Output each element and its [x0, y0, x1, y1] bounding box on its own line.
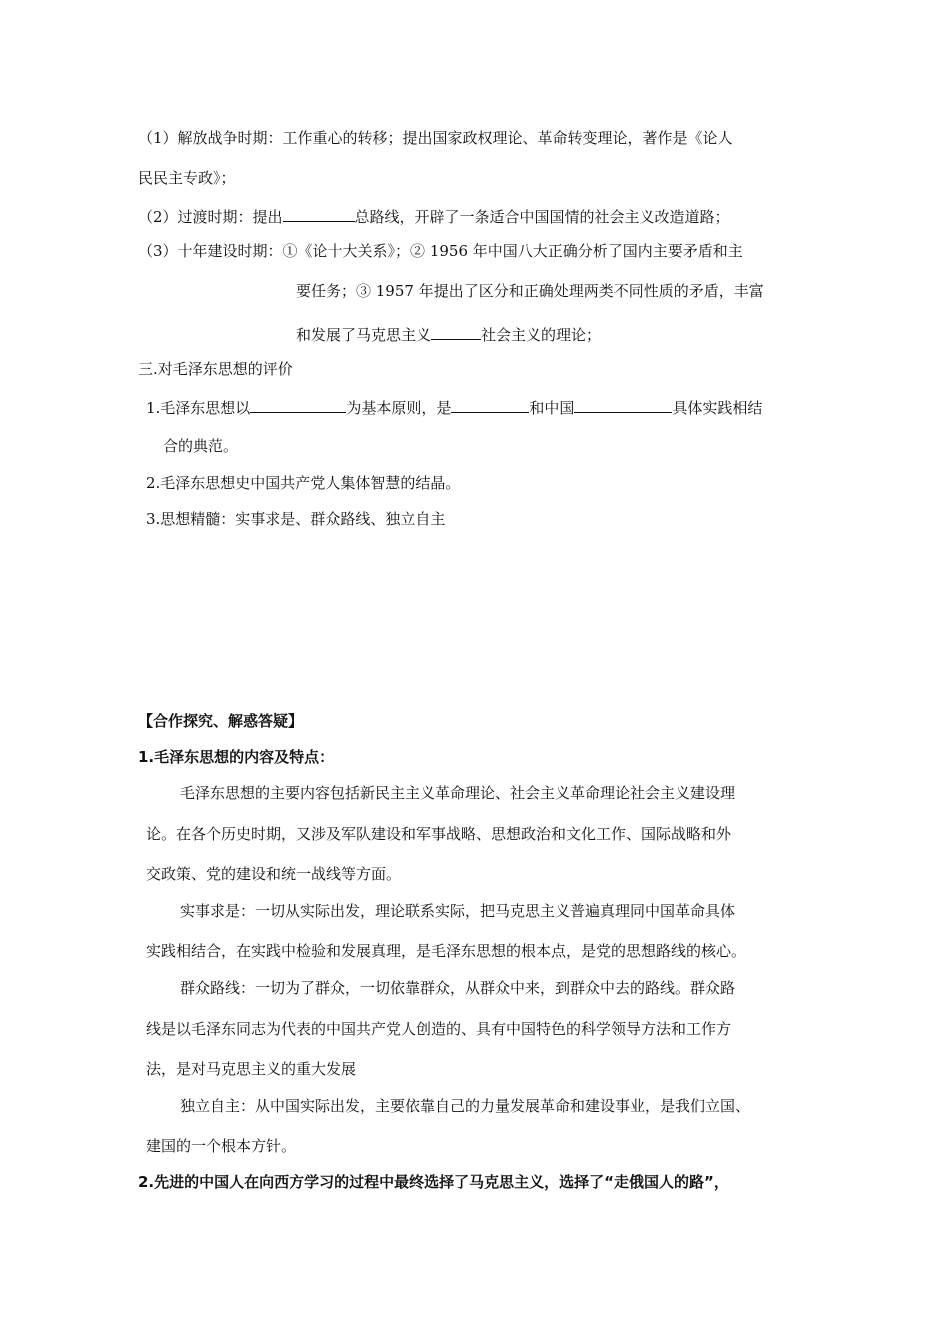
- fill-blank-revolution[interactable]: [574, 396, 672, 413]
- independence-line-2: 建国的一个根本方针。: [146, 1137, 297, 1155]
- fill-blank-general-line[interactable]: [283, 205, 355, 222]
- fill-blank-basic-principle[interactable]: [250, 396, 346, 413]
- seek-truth-line-2: 实践相结合，在实践中检验和发展真理，是毛泽东思想的根本点，是党的思想路线的核心。: [146, 942, 747, 960]
- period-2-prefix: （2）过渡时期：提出: [138, 208, 283, 226]
- content-paragraph-line-1: 毛泽东思想的主要内容包括新民主主义革命理论、社会主义革命理论社会主义建设理: [180, 784, 736, 802]
- explore-heading: 【合作探究、解惑答疑】: [138, 712, 304, 730]
- period-1-line-1: （1）解放战争时期：工作重心的转移；提出国家政权理论、革命转变理论，著作是《论人: [138, 129, 733, 147]
- eval-1-part-b: 为基本原则，是: [346, 399, 452, 417]
- eval-1-part-a: 1.毛泽东思想以: [146, 399, 251, 417]
- period-3-line-3-suffix: 社会主义的理论；: [481, 326, 602, 344]
- period-3-line-2: 要任务；③ 1957 年提出了区分和正确处理两类不同性质的矛盾，丰富: [296, 282, 764, 300]
- content-paragraph-line-3: 交政策、党的建设和统一战线等方面。: [146, 865, 402, 883]
- mass-line-line-3: 法，是对马克思主义的重大发展: [146, 1060, 357, 1078]
- evaluation-item-1-line-1: [146, 396, 762, 418]
- question-2-title: 2.先进的中国人在向西方学习的过程中最终选择了马克思主义，选择了“走俄国人的路”，: [138, 1173, 729, 1191]
- fill-blank-socialism[interactable]: [431, 323, 481, 340]
- period-1-line-2: 民民主专政》；: [138, 169, 236, 187]
- period-3-line-1: （3）十年建设时期：①《论十大关系》；② 1956 年中国八大正确分析了国内主要矛盾和主: [138, 242, 743, 260]
- question-1-title: 1.毛泽东思想的内容及特点：: [138, 748, 335, 766]
- mass-line-line-1: 群众路线：一切为了群众，一切依靠群众，从群众中来，到群众中去的路线。群众路: [180, 979, 736, 997]
- seek-truth-line-1: 实事求是：一切从实际出发，理论联系实际，把马克思主义普遍真理同中国革命具体: [180, 902, 736, 920]
- independence-line-1: 独立自主：从中国实际出发，主要依靠自己的力量发展革命和建设事业，是我们立国、: [180, 1097, 751, 1115]
- period-3-line-3-prefix: 和发展了马克思主义: [296, 326, 432, 344]
- evaluation-item-1-line-2: 合的典范。: [163, 437, 239, 455]
- eval-1-part-d: 具体实践相结: [672, 399, 763, 417]
- content-paragraph-line-2: 论。在各个历史时期，又涉及军队建设和军事战略、思想政治和文化工作、国际战略和外: [146, 825, 732, 843]
- fill-blank-theory[interactable]: [451, 396, 529, 413]
- period-2-suffix: 总路线，开辟了一条适合中国国情的社会主义改造道路；: [354, 208, 730, 226]
- period-3-line-3: [296, 323, 601, 345]
- evaluation-item-3: 3.思想精髓：实事求是、群众路线、独立自主: [146, 510, 446, 528]
- evaluation-heading: 三.对毛泽东思想的评价: [138, 360, 293, 378]
- mass-line-line-2: 线是以毛泽东同志为代表的中国共产党人创造的、具有中国特色的科学领导方法和工作方: [146, 1020, 732, 1038]
- evaluation-item-2: 2.毛泽东思想史中国共产党人集体智慧的结晶。: [146, 474, 461, 492]
- period-2-line: [138, 205, 730, 227]
- eval-1-part-c: 和中国: [529, 399, 575, 417]
